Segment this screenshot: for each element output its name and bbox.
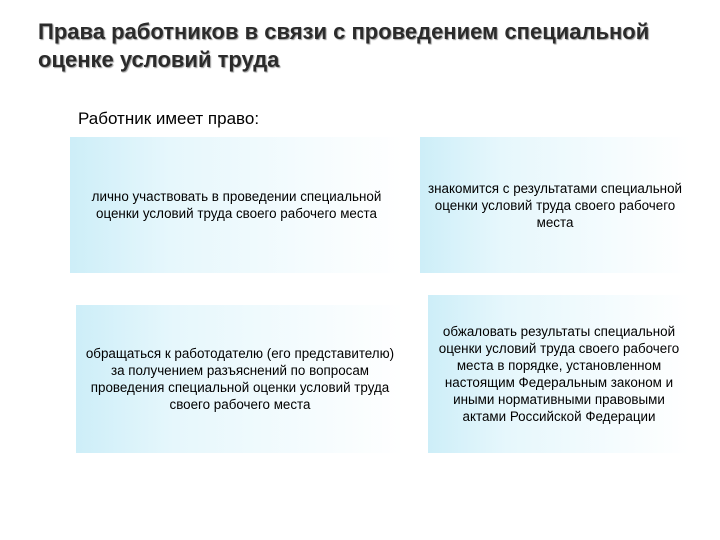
slide-title: Права работников в связи с проведением специальной оценке условий труда [38,19,650,72]
right-card-text: обжаловать результаты специальной оценки условий труда своего рабочего места в порядке, установленном настоящим Федеральным законом и иными нормативными правовыми актами Российской Федерации [438,324,680,424]
right-card-text: лично участвовать в проведении специальной оценки условий труда своего рабочего места [91,189,382,221]
right-card-text: знакомится с результатами специальной оценки условий труда своего рабочего места [428,180,682,230]
right-card-appeal [428,295,690,453]
right-card-familiarize [420,137,690,273]
right-card-participate [70,137,403,273]
subtitle: Работник имеет право: [78,109,260,128]
right-card-request-explanations [76,305,404,453]
right-card-text: обращаться к работодателю (его представителю) за получением разъяснений по вопросам проведения специальной оценки условий труда своего рабочего места [85,346,395,412]
